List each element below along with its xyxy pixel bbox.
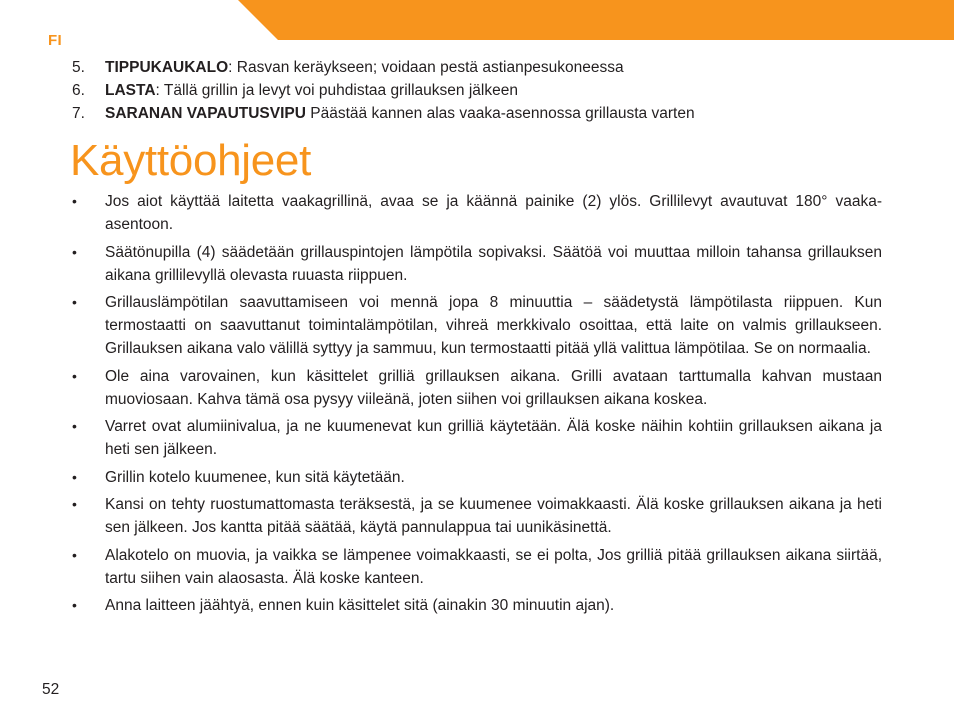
instruction-item bbox=[72, 466, 882, 489]
parts-list-item bbox=[72, 56, 892, 79]
instruction-item bbox=[72, 241, 882, 287]
instruction-text: Jos aiot käyttää laitetta vaakagrillinä, avaa se ja käännä painike (2) ylös. Grillilevyt avautuvat 180° vaaka-asentoon. bbox=[105, 193, 882, 233]
part-number: 7. bbox=[72, 105, 85, 122]
instruction-item bbox=[72, 190, 882, 236]
instruction-text: Grillin kotelo kuumenee, kun sitä käytetään. bbox=[105, 468, 405, 486]
part-description: Päästää kannen alas vaaka-asennossa grillausta varten bbox=[310, 105, 695, 122]
bullet-icon: • bbox=[72, 468, 77, 485]
bullet-icon: • bbox=[72, 496, 77, 512]
bullet-icon: • bbox=[72, 294, 77, 310]
instruction-text: Alakotelo on muovia, ja vaikka se lämpenee voimakkaasti, se ei polta, Jos grilliä pitää grillauksen aikana siirtää, tartu siihen vain alaosasta. Älä koske kanteen. bbox=[105, 546, 882, 587]
part-description: Tällä grillin ja levyt voi puhdistaa grillauksen jälkeen bbox=[163, 82, 518, 99]
instruction-item bbox=[72, 544, 882, 590]
part-separator: : bbox=[228, 59, 237, 76]
part-term: SARANAN VAPAUTUSVIPU bbox=[105, 105, 306, 122]
bullet-icon: • bbox=[72, 546, 77, 563]
instruction-text: Kansi on tehty ruostumattomasta teräksestä, ja se kuumenee voimakkaasti. Älä koske grillauksen aikana ja heti sen jälkeen. Jos kantta pitää säätää, käytä pannulappua tai uunikäsinettä. bbox=[105, 496, 882, 536]
bullet-icon: • bbox=[72, 193, 77, 209]
instruction-item bbox=[72, 365, 882, 411]
part-term: TIPPUKAUKALO bbox=[105, 59, 229, 76]
parts-list-item bbox=[72, 79, 892, 102]
instruction-text: Grillauslämpötilan saavuttamiseen voi mennä jopa 8 minuuttia – säädetystä lämpötilasta riippuen. Kun termostaatti on saavuttanut toimintalämpötilan, vihreä merkkivalo osoittaa, että laite on valmis grillaukseen. Grillauksen aikana valo välillä syttyy ja sammuu, kun termostaatti pitää yllä valittua lämpötilaa. Se on normaalia. bbox=[105, 294, 882, 357]
parts-list-item bbox=[72, 102, 892, 125]
bullet-icon: • bbox=[72, 243, 77, 260]
header-orange-band bbox=[238, 0, 954, 40]
instruction-item bbox=[72, 291, 882, 360]
language-code: FI bbox=[48, 32, 62, 49]
part-separator: : bbox=[155, 82, 164, 99]
instruction-item bbox=[72, 594, 882, 617]
bullet-icon: • bbox=[72, 418, 77, 434]
part-text bbox=[105, 102, 695, 125]
parts-list bbox=[72, 56, 892, 125]
bullet-icon: • bbox=[72, 367, 77, 384]
instruction-item bbox=[72, 493, 882, 539]
instruction-text: Säätönupilla (4) säädetään grillauspintojen lämpötila sopivaksi. Säätöä voi muuttaa milloin tahansa grillauksen aikana grillilevyllä olevasta ruuasta riippuen. bbox=[105, 243, 882, 284]
section-heading: Käyttöohjeet bbox=[70, 136, 312, 185]
instruction-text: Anna laitteen jäähtyä, ennen kuin käsittelet sitä (ainakin 30 minuutin ajan). bbox=[105, 597, 615, 614]
instructions-list bbox=[72, 190, 882, 622]
part-text bbox=[105, 79, 518, 102]
instruction-text: Ole aina varovainen, kun käsittelet grilliä grillauksen aikana. Grilli avataan tarttumalla kahvan mustaan muoviosaan. Kahva tämä osa pysyy viileänä, joten siihen voi grillauksen aikana koskea. bbox=[105, 367, 882, 408]
instruction-item bbox=[72, 415, 882, 461]
instruction-text: Varret ovat alumiinivalua, ja ne kuumenevat kun grilliä käytetään. Älä koske näihin kohtiin grillauksen aikana ja heti sen jälkeen. bbox=[105, 418, 882, 458]
bullet-icon: • bbox=[72, 597, 77, 613]
part-description: Rasvan keräykseen; voidaan pestä astianpesukoneessa bbox=[236, 59, 624, 76]
part-term: LASTA bbox=[105, 82, 156, 99]
part-text bbox=[105, 56, 624, 79]
page-number: 52 bbox=[42, 681, 60, 698]
part-number: 6. bbox=[72, 82, 85, 99]
part-number: 5. bbox=[72, 59, 85, 76]
